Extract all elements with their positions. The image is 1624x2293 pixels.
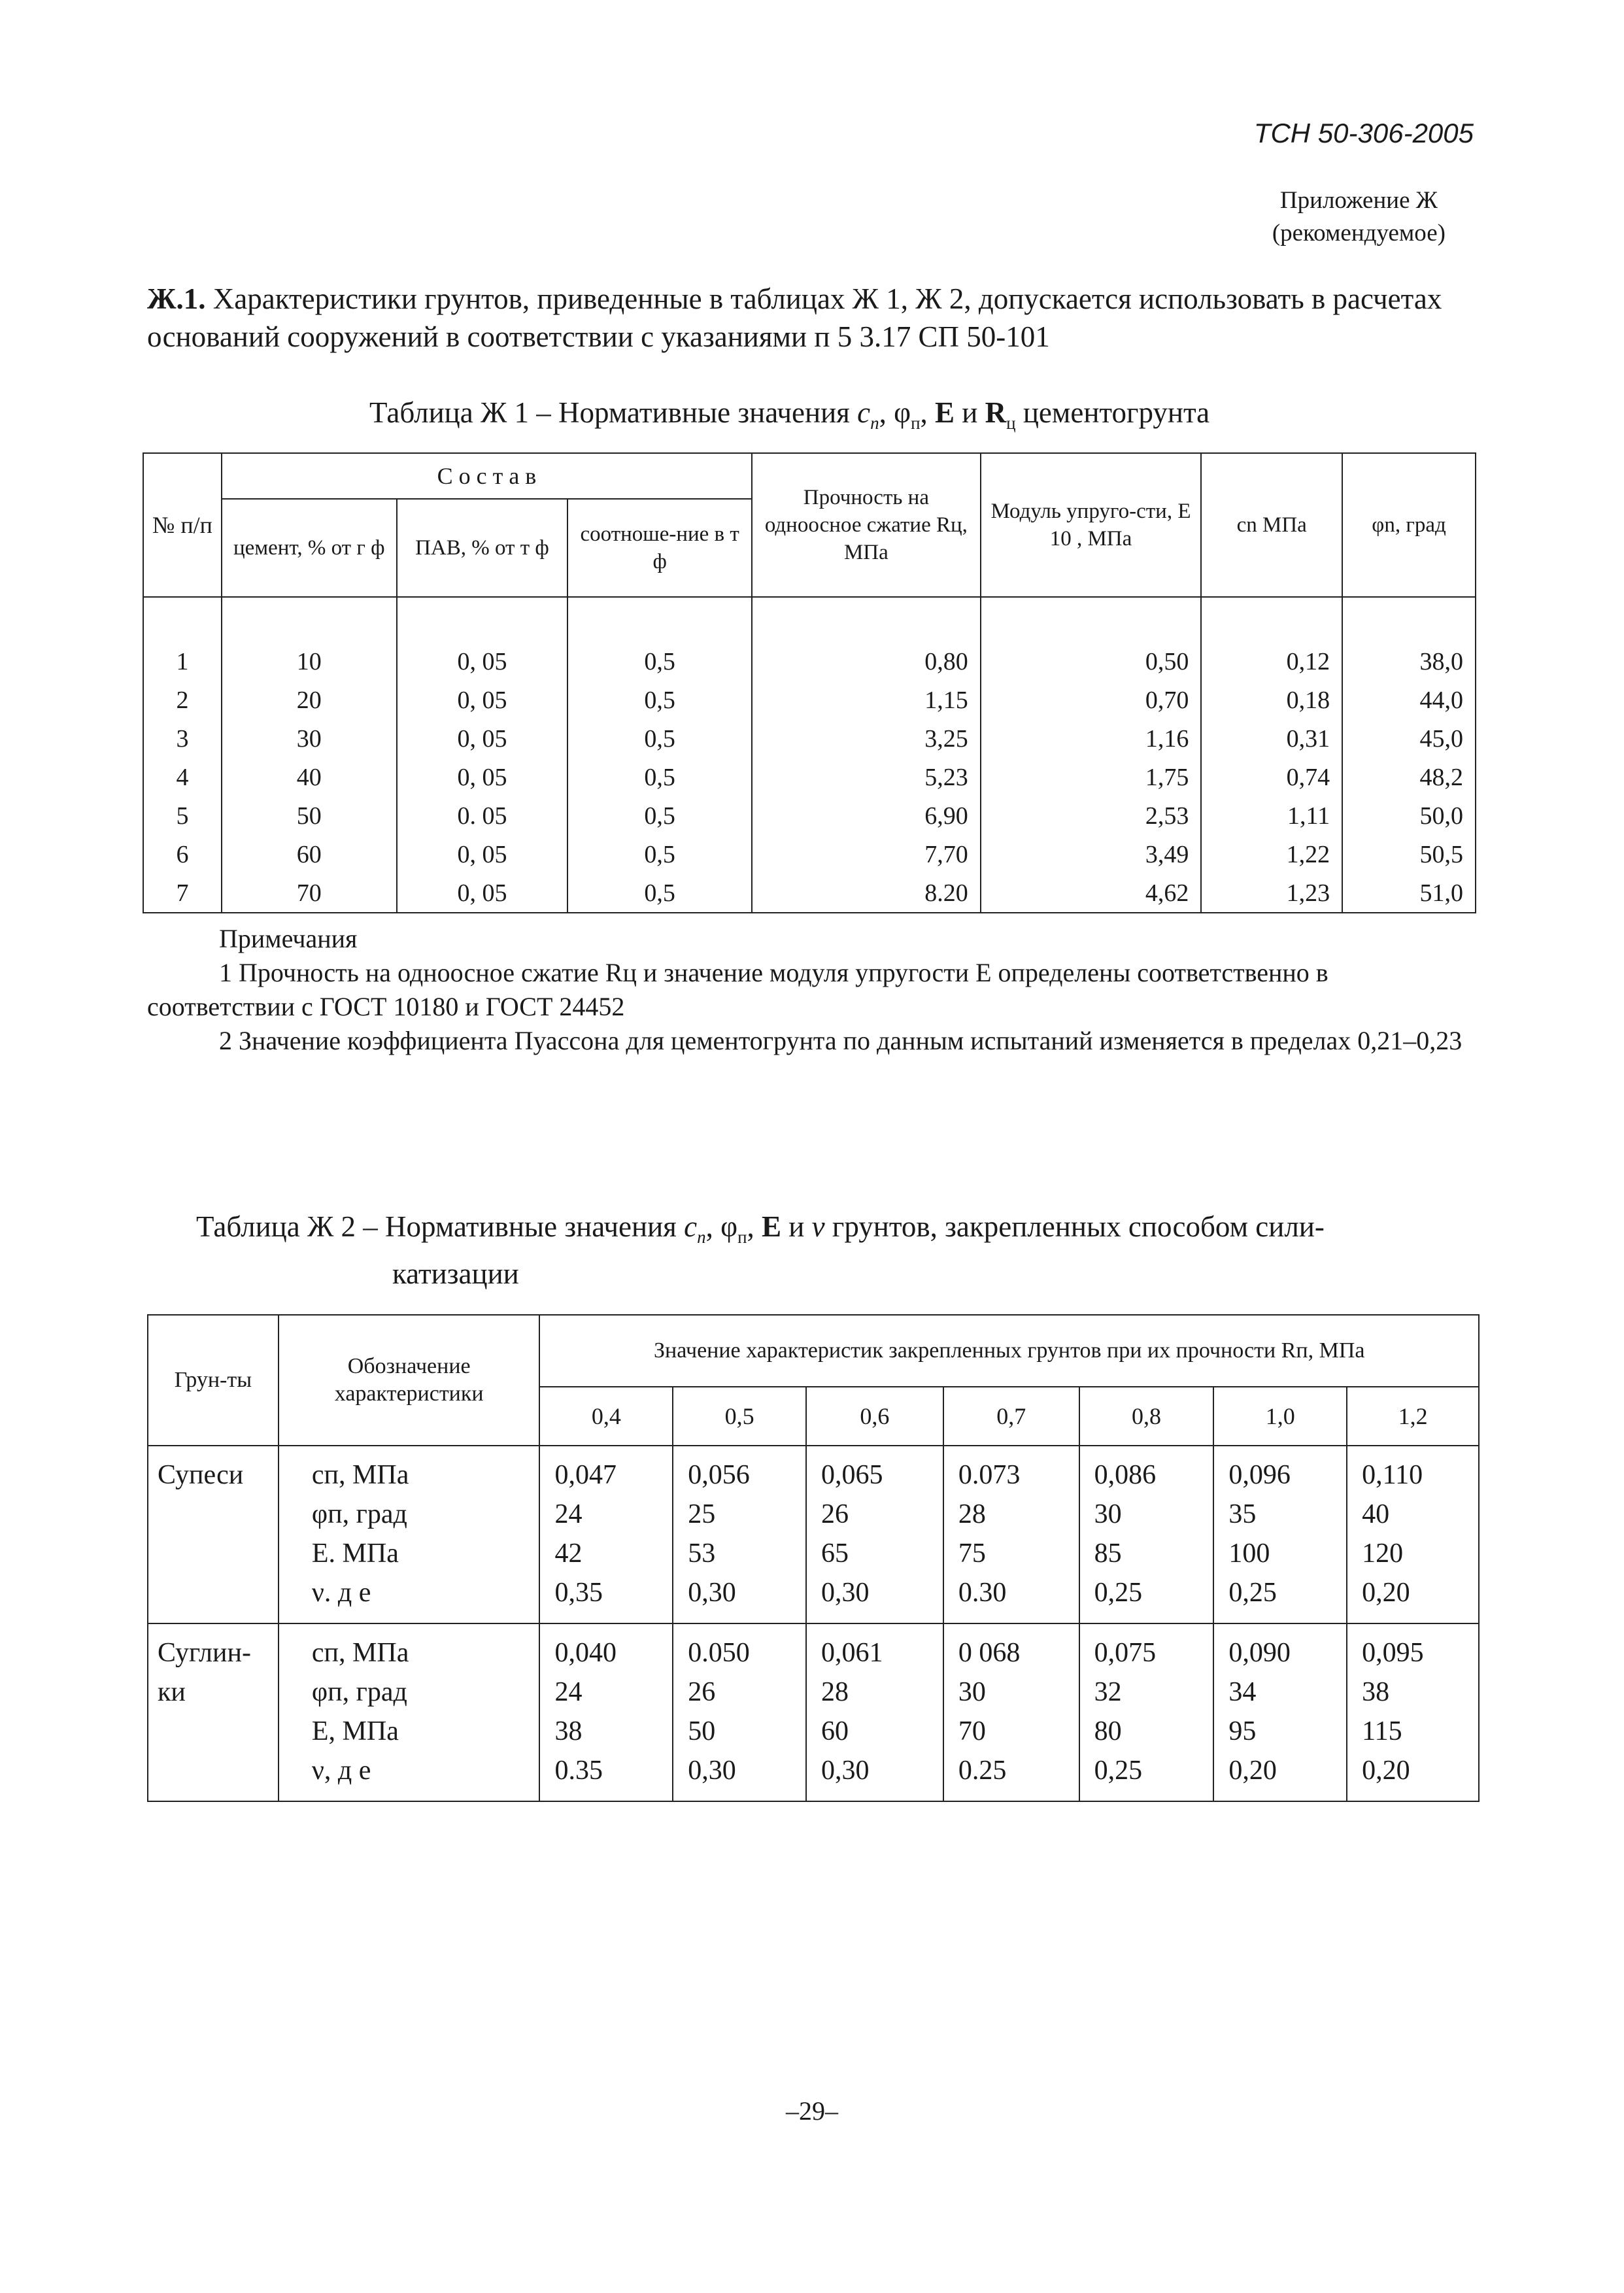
table-cell: 0, 05 (397, 642, 568, 681)
table-cell: 1,15 (752, 681, 981, 719)
value-cell: 38 (1362, 1677, 1390, 1707)
table-cell: 51,0 (1342, 874, 1476, 913)
table-cell: 0,80 (752, 642, 981, 681)
col-sostav-header: С о с т а в (222, 453, 752, 499)
table-cell: 10 (222, 642, 397, 681)
table-cell: 0, 05 (397, 874, 568, 913)
value-cell: 0,25 (1094, 1578, 1143, 1608)
value-cell: 85 (1094, 1538, 1122, 1569)
col-num-header: № п/п (143, 453, 222, 597)
col-values-header: Значение характеристик закрепленных грунтов при их прочности Rп, МПа (539, 1315, 1479, 1387)
table-cell: 6,90 (752, 796, 981, 835)
value-cell: 0,040 (554, 1638, 617, 1668)
value-cell: 0,090 (1228, 1638, 1291, 1668)
table-cell: 1,22 (1201, 835, 1342, 874)
characteristic-label: φп, град (311, 1499, 407, 1529)
value-cell: 70 (958, 1716, 986, 1746)
value-cell: 60 (821, 1716, 849, 1746)
table-cell: 70 (222, 874, 397, 913)
characteristic-label: E, МПа (311, 1716, 399, 1746)
table-cell: 1,11 (1201, 796, 1342, 835)
table1-caption-tail: цементогрунта (1023, 396, 1210, 429)
value-cell: 0.050 (688, 1638, 750, 1668)
table-cell: 0,18 (1201, 681, 1342, 719)
value-cell: 53 (688, 1538, 716, 1569)
paragraph-number: Ж.1. (147, 282, 206, 315)
table2-caption-line2: катизации (392, 1257, 519, 1290)
appendix-status: (рекомендуемое) (1272, 220, 1446, 246)
value-cell: 50 (688, 1716, 716, 1746)
table-cell: 0,5 (567, 758, 752, 796)
table-cell: 20 (222, 681, 397, 719)
value-cell: 0,075 (1094, 1638, 1157, 1668)
value-cell: 115 (1362, 1716, 1402, 1746)
intro-paragraph (147, 280, 1474, 356)
table-row (143, 758, 1476, 796)
page-number: –29– (786, 2096, 838, 2126)
table-cell: 0, 05 (397, 681, 568, 719)
characteristic-label: ν. д е (311, 1578, 371, 1608)
value-cell: 0,20 (1362, 1578, 1410, 1608)
value-cell: 0,110 (1362, 1460, 1423, 1490)
table-cell: 60 (222, 835, 397, 874)
table-cell: 6 (143, 835, 222, 874)
value-cell: 0.25 (958, 1756, 1007, 1786)
table-cell: 3 (143, 719, 222, 758)
table-cell: 0, 05 (397, 719, 568, 758)
note-1: 1 Прочность на одноосное сжатие Rц и значение модуля упругости E определены соответственно в соответствии с ГОСТ 10180 и ГОСТ 24452 (147, 958, 1328, 1021)
table1-caption: Таблица Ж 1 – Нормативные значения $c_n$, $\varphi_п$, E и $R_ц$ цементогрунта (369, 396, 1210, 433)
soil-name: Супеси (148, 1446, 279, 1623)
col-ratio-header: соотноше-ние в т ф (567, 499, 752, 597)
characteristic-label: ν, д е (311, 1756, 371, 1786)
table-cell: 0,31 (1201, 719, 1342, 758)
col-pav-header: ПАВ, % от т ф (397, 499, 568, 597)
table-cell: 0,5 (567, 835, 752, 874)
table-cell: 0,12 (1201, 642, 1342, 681)
value-cell: 28 (821, 1677, 849, 1707)
table-cell: 45,0 (1342, 719, 1476, 758)
table-cell: 50 (222, 796, 397, 835)
table-cell: 0,5 (567, 642, 752, 681)
value-cell: 0,25 (1094, 1756, 1143, 1786)
table-cell: 2 (143, 681, 222, 719)
characteristic-label: cп, МПа (311, 1460, 409, 1490)
value-cell: 0,095 (1362, 1638, 1424, 1668)
value-cell: 38 (554, 1716, 583, 1746)
table-cell: 7 (143, 874, 222, 913)
table2-body (148, 1446, 1479, 1801)
value-cell: 32 (1094, 1677, 1122, 1707)
value-cell: 0.35 (554, 1756, 603, 1786)
table-cell: 0,5 (567, 681, 752, 719)
col-soils-header: Грун-ты (148, 1315, 279, 1446)
value-cell: 0,056 (688, 1460, 750, 1490)
value-cell: 95 (1228, 1716, 1257, 1746)
value-cell: 0,30 (688, 1756, 736, 1786)
col-phi-header: φn, град (1342, 453, 1476, 597)
table2 (147, 1314, 1480, 1802)
characteristic-label: E. МПа (311, 1538, 399, 1569)
value-cell: 42 (554, 1538, 583, 1569)
table-cell: 0,50 (981, 642, 1202, 681)
value-cell: 0.30 (958, 1578, 1007, 1608)
table-cell: 50,5 (1342, 835, 1476, 874)
table-cell: 5 (143, 796, 222, 835)
value-cell: 80 (1094, 1716, 1122, 1746)
table2-caption: Таблица Ж 2 – Нормативные значения $c_n$, $\varphi_п$, E и ν грунтов, закрепленных способом сили- катизации (196, 1208, 1325, 1292)
table2-caption-text: Таблица Ж 2 – Нормативные значения (196, 1210, 677, 1243)
value-cell: 35 (1228, 1499, 1257, 1529)
table-cell: 5,23 (752, 758, 981, 796)
value-cell: 65 (821, 1538, 849, 1569)
table-cell: 1,75 (981, 758, 1202, 796)
value-cell: 24 (554, 1677, 583, 1707)
value-cell: 0 068 (958, 1638, 1021, 1668)
value-cell: 30 (1094, 1499, 1122, 1529)
value-cell: 0,096 (1228, 1460, 1291, 1490)
table-cell: 4,62 (981, 874, 1202, 913)
value-cell: 0.073 (958, 1460, 1021, 1490)
value-cell: 40 (1362, 1499, 1390, 1529)
value-cell: 0,065 (821, 1460, 883, 1490)
value-cell: 26 (688, 1677, 716, 1707)
value-cell: 24 (554, 1499, 583, 1529)
table-cell: 0,74 (1201, 758, 1342, 796)
value-cell: 0,35 (554, 1578, 603, 1608)
value-cell: 34 (1228, 1677, 1257, 1707)
appendix-label (1272, 184, 1446, 250)
table-cell: 0,5 (567, 796, 752, 835)
strength-header-cell: 1,2 (1347, 1387, 1479, 1446)
notes (147, 922, 1474, 1058)
table-cell: 30 (222, 719, 397, 758)
value-cell: 25 (688, 1499, 716, 1529)
strength-header-cell: 0,8 (1079, 1387, 1214, 1446)
table-cell: 40 (222, 758, 397, 796)
table-cell: 0, 05 (397, 835, 568, 874)
appendix-title: Приложение Ж (1279, 187, 1438, 214)
value-cell: 28 (958, 1499, 986, 1529)
table-cell: 1 (143, 642, 222, 681)
table-cell: 7,70 (752, 835, 981, 874)
table-cell: 2,53 (981, 796, 1202, 835)
value-cell: 0,25 (1228, 1578, 1277, 1608)
document-code: ТСН 50-306-2005 (1253, 118, 1474, 148)
col-cement-header: цемент, % от г ф (222, 499, 397, 597)
table-cell: 0,5 (567, 874, 752, 913)
value-cell: 0,20 (1362, 1756, 1410, 1786)
table-cell: 38,0 (1342, 642, 1476, 681)
table-cell: 1,23 (1201, 874, 1342, 913)
table2-caption-tail: грунтов, закрепленных способом сили- (832, 1210, 1325, 1243)
col-modulus-header: Модуль упруго-сти, E 10 , МПа (981, 453, 1202, 597)
strength-header-cell: 0,7 (943, 1387, 1079, 1446)
table-cell: 1,16 (981, 719, 1202, 758)
soil-group-row (148, 1623, 1479, 1801)
characteristic-label: cп, МПа (311, 1638, 409, 1668)
table-row (143, 835, 1476, 874)
value-cell: 0,086 (1094, 1460, 1157, 1490)
characteristic-label: φп, град (311, 1677, 407, 1707)
value-cell: 0,20 (1228, 1756, 1277, 1786)
paragraph-text: Характеристики грунтов, приведенные в таблицах Ж 1, Ж 2, допускается использовать в расчетах оснований сооружений в соответствии с указаниями п 5 3.17 СП 50-101 (147, 282, 1442, 353)
table-cell: 50,0 (1342, 796, 1476, 835)
col-cn-header: cn МПа (1201, 453, 1342, 597)
col-designation-header: Обозначение характеристики (279, 1315, 540, 1446)
table-row (143, 796, 1476, 835)
strength-header-cell: 0,5 (673, 1387, 806, 1446)
strength-header-cell: 1,0 (1213, 1387, 1347, 1446)
table-row (143, 874, 1476, 913)
table-cell: 0, 05 (397, 758, 568, 796)
value-cell: 120 (1362, 1538, 1404, 1569)
value-cell: 30 (958, 1677, 986, 1707)
value-cell: 0,061 (821, 1638, 883, 1668)
value-cell: 0,30 (688, 1578, 736, 1608)
table-cell: 3,49 (981, 835, 1202, 874)
table-row (143, 719, 1476, 758)
notes-title: Примечания (219, 924, 358, 953)
table1 (143, 452, 1476, 913)
table-cell: 44,0 (1342, 681, 1476, 719)
value-cell: 0,047 (554, 1460, 617, 1490)
col-strength-header: Прочность на одноосное сжатие Rц, МПа (752, 453, 981, 597)
value-cell: 100 (1228, 1538, 1270, 1569)
value-cell: 0,30 (821, 1756, 870, 1786)
table-row (143, 681, 1476, 719)
table-cell: 0,5 (567, 719, 752, 758)
value-cell: 26 (821, 1499, 849, 1529)
strength-header-cell: 0,4 (539, 1387, 673, 1446)
table-cell: 0. 05 (397, 796, 568, 835)
table1-caption-text: Таблица Ж 1 – Нормативные значения (369, 396, 850, 429)
value-cell: 75 (958, 1538, 986, 1569)
table-cell: 48,2 (1342, 758, 1476, 796)
soil-name: Суглин-ки (148, 1623, 279, 1801)
table-cell: 4 (143, 758, 222, 796)
table-cell: 0,70 (981, 681, 1202, 719)
table-cell: 8.20 (752, 874, 981, 913)
note-2: 2 Значение коэффициента Пуассона для цементогрунта по данным испытаний изменяется в пределах 0,21–0,23 (219, 1026, 1463, 1055)
soil-group-row (148, 1446, 1479, 1623)
value-cell: 0,30 (821, 1578, 870, 1608)
table-row (143, 642, 1476, 681)
strength-header-cell: 0,6 (806, 1387, 943, 1446)
table-cell: 3,25 (752, 719, 981, 758)
table1-body (143, 642, 1476, 913)
